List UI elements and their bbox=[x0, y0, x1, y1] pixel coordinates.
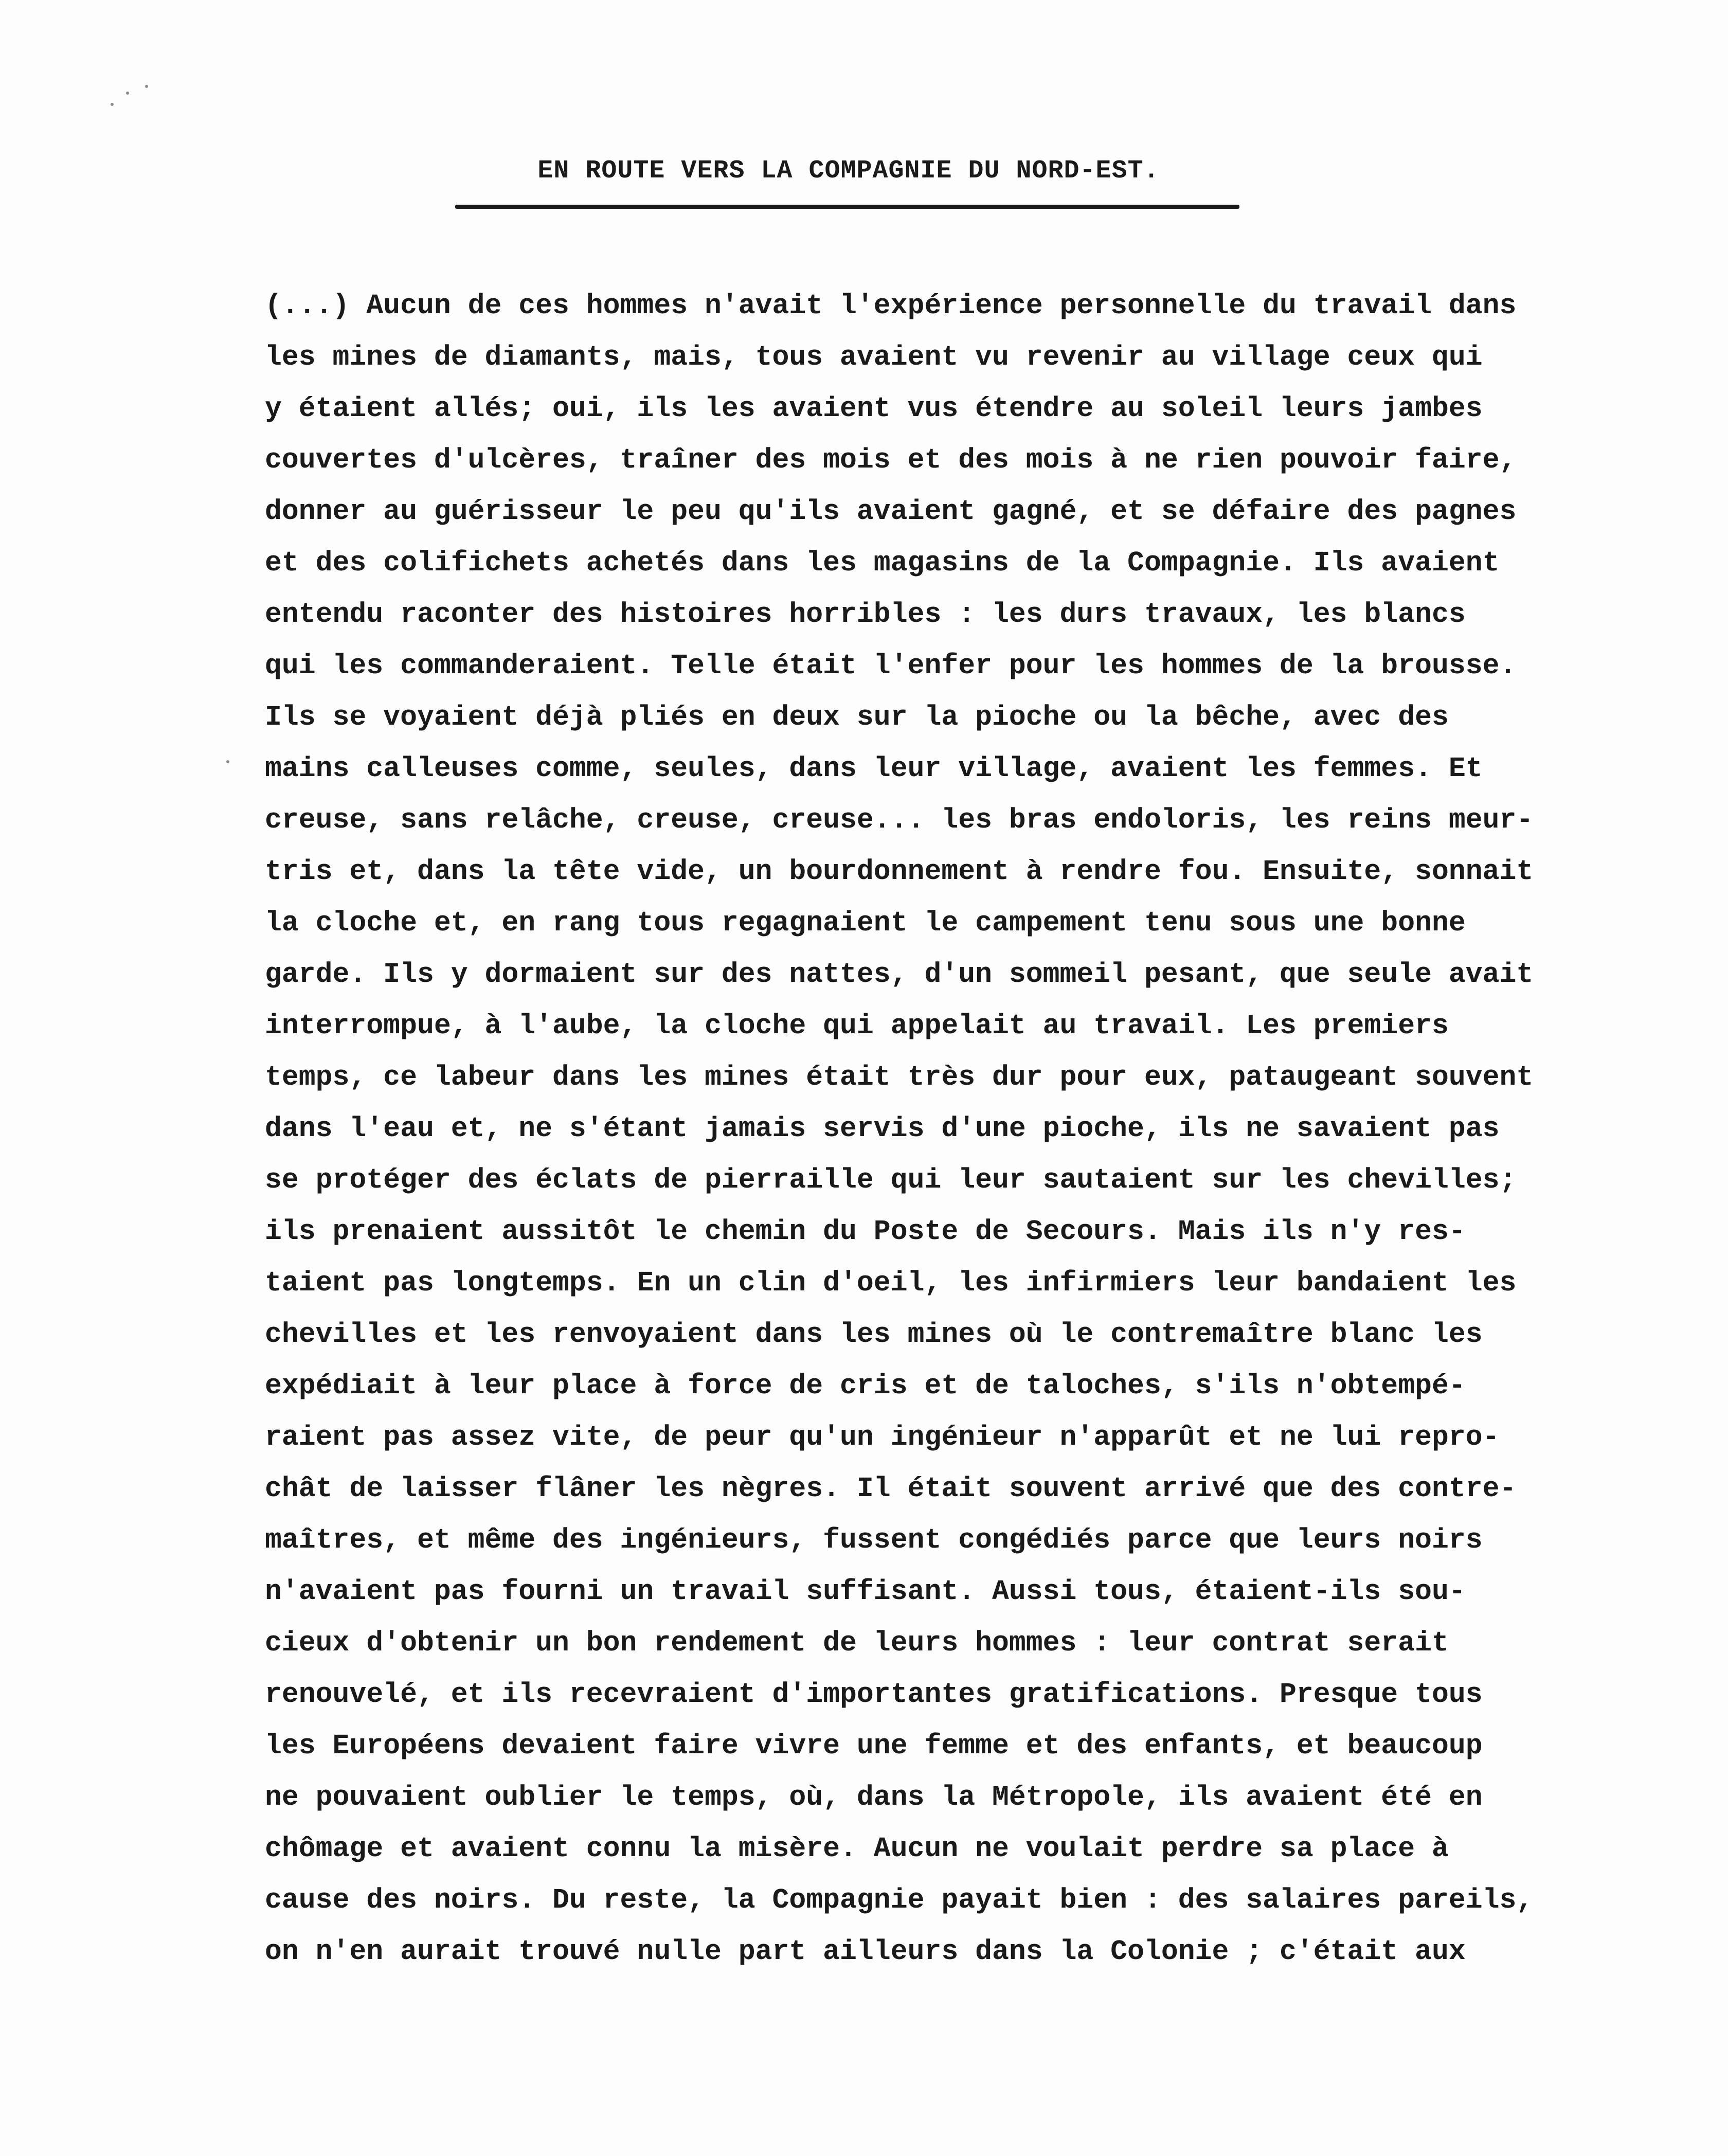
title-underline bbox=[455, 205, 1239, 209]
text-line: les mines de diamants, mais, tous avaient vu revenir au village ceux qui bbox=[265, 342, 1483, 373]
text-line: raient pas assez vite, de peur qu'un ingénieur n'apparût et ne lui repro- bbox=[265, 1422, 1500, 1453]
text-line: dans l'eau et, ne s'étant jamais servis d'une pioche, ils ne savaient pas bbox=[265, 1113, 1500, 1145]
text-line: garde. Ils y dormaient sur des nattes, d'un sommeil pesant, que seule avait bbox=[265, 959, 1534, 991]
text-line: mains calleuses comme, seules, dans leur village, avaient les femmes. Et bbox=[265, 753, 1483, 785]
text-line: entendu raconter des histoires horribles : les durs travaux, les blancs bbox=[265, 599, 1466, 631]
text-line: (...) Aucun de ces hommes n'avait l'expérience personnelle du travail dans bbox=[265, 290, 1517, 322]
text-line: ils prenaient aussitôt le chemin du Poste de Secours. Mais ils n'y res- bbox=[265, 1216, 1466, 1248]
text-line: expédiait à leur place à force de cris et de taloches, s'ils n'obtempé- bbox=[265, 1370, 1466, 1402]
ink-speck bbox=[126, 92, 129, 95]
text-line: renouvelé, et ils recevraient d'importantes gratifications. Presque tous bbox=[265, 1679, 1483, 1711]
text-line: les Européens devaient faire vivre une femme et des enfants, et beaucoup bbox=[265, 1730, 1483, 1762]
text-line: se protéger des éclats de pierraille qui leur sautaient sur les chevilles; bbox=[265, 1164, 1517, 1196]
text-line: taient pas longtemps. En un clin d'oeil, les infirmiers leur bandaient les bbox=[265, 1267, 1517, 1299]
page-title: EN ROUTE VERS LA COMPAGNIE DU NORD-EST. bbox=[537, 156, 1160, 186]
text-line: cause des noirs. Du reste, la Compagnie payait bien : des salaires pareils, bbox=[265, 1884, 1534, 1916]
text-line: y étaient allés; oui, ils les avaient vus étendre au soleil leurs jambes bbox=[265, 393, 1483, 425]
text-line: tris et, dans la tête vide, un bourdonnement à rendre fou. Ensuite, sonnait bbox=[265, 856, 1534, 888]
text-line: chômage et avaient connu la misère. Aucun ne voulait perdre sa place à bbox=[265, 1833, 1449, 1865]
title-block bbox=[453, 157, 1245, 185]
text-line: et des colifichets achetés dans les magasins de la Compagnie. Ils avaient bbox=[265, 547, 1500, 579]
text-line: la cloche et, en rang tous regagnaient le campement tenu sous une bonne bbox=[265, 907, 1466, 939]
text-line: maîtres, et même des ingénieurs, fussent congédiés parce que leurs noirs bbox=[265, 1524, 1483, 1556]
ink-speck bbox=[111, 103, 114, 106]
text-line: on n'en aurait trouvé nulle part ailleurs dans la Colonie ; c'était aux bbox=[265, 1936, 1466, 1968]
text-line: cieux d'obtenir un bon rendement de leurs hommes : leur contrat serait bbox=[265, 1627, 1449, 1659]
ink-speck bbox=[226, 760, 229, 763]
text-line: qui les commanderaient. Telle était l'enfer pour les hommes de la brousse. bbox=[265, 650, 1517, 682]
text-line: interrompue, à l'aube, la cloche qui appelait au travail. Les premiers bbox=[265, 1010, 1449, 1042]
text-line: chevilles et les renvoyaient dans les mines où le contremaître blanc les bbox=[265, 1319, 1483, 1351]
body-text bbox=[265, 280, 1689, 1978]
text-line: donner au guérisseur le peu qu'ils avaient gagné, et se défaire des pagnes bbox=[265, 496, 1517, 528]
text-line: ne pouvaient oublier le temps, où, dans la Métropole, ils avaient été en bbox=[265, 1782, 1483, 1813]
text-line: couvertes d'ulcères, traîner des mois et des mois à ne rien pouvoir faire, bbox=[265, 444, 1517, 476]
ink-speck bbox=[145, 85, 148, 88]
text-line: chât de laisser flâner les nègres. Il était souvent arrivé que des contre- bbox=[265, 1473, 1517, 1505]
text-line: creuse, sans relâche, creuse, creuse... les bras endoloris, les reins meur- bbox=[265, 804, 1534, 836]
text-line: temps, ce labeur dans les mines était très dur pour eux, pataugeant souvent bbox=[265, 1062, 1534, 1093]
text-line: n'avaient pas fourni un travail suffisant. Aussi tous, étaient-ils sou- bbox=[265, 1576, 1466, 1608]
text-line: Ils se voyaient déjà pliés en deux sur la pioche ou la bêche, avec des bbox=[265, 702, 1449, 733]
